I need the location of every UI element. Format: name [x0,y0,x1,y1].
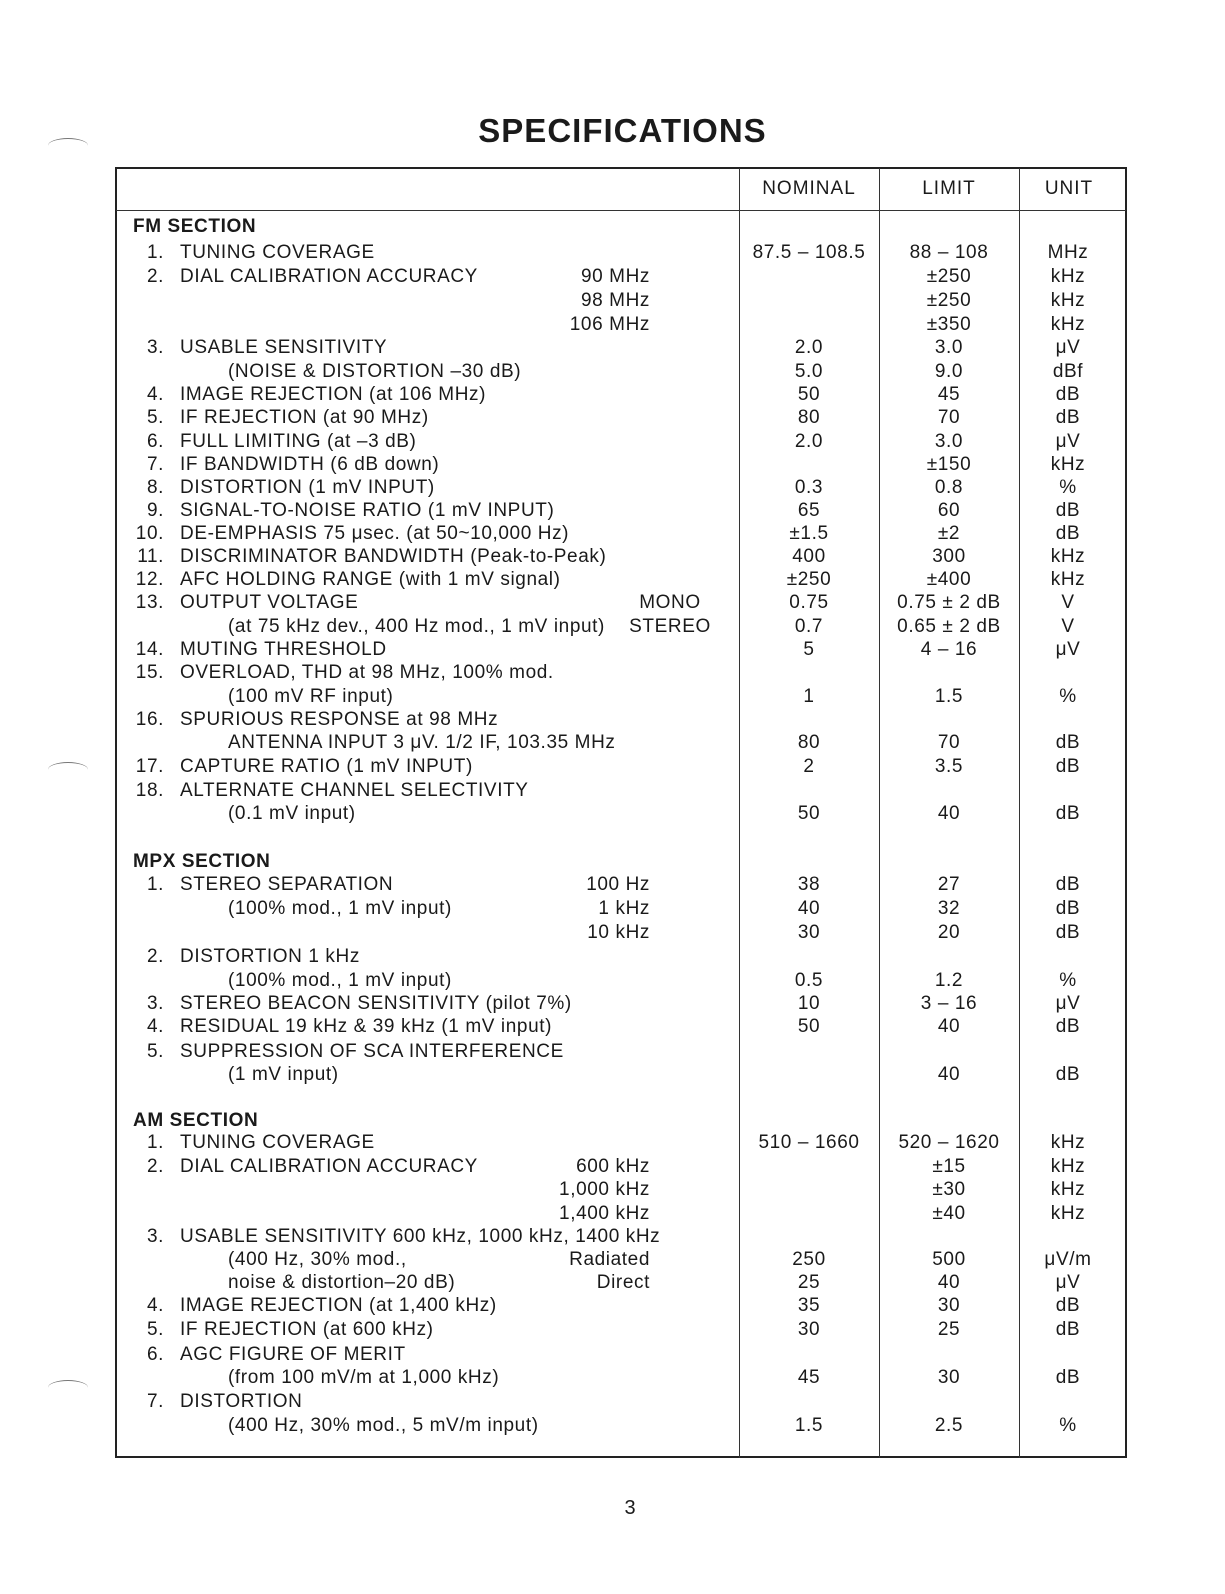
spec-row [0,1294,1225,1318]
spec-row [0,336,1225,360]
item-condition: 10 kHz [587,922,650,943]
unit-value: dB [1055,1295,1081,1316]
unit-value: V [1061,616,1075,637]
unit-value: kHz [1050,314,1086,335]
item-label: SUPPRESSION OF SCA INTERFERENCE [180,1041,564,1062]
limit-value: 60 [937,500,961,521]
item-label: (1 mV input) [228,1064,339,1085]
nominal-value: 80 [797,732,821,753]
nominal-value: 510 – 1660 [758,1132,860,1153]
unit-value: % [1059,477,1077,498]
spec-row [0,779,1225,803]
item-label: (400 Hz, 30% mod., [228,1249,407,1270]
spec-row [0,1225,1225,1249]
item-label: (at 75 kHz dev., 400 Hz mod., 1 mV input) [228,616,605,637]
item-label: (0.1 mV input) [228,803,356,824]
item-label: (NOISE & DISTORTION –30 dB) [228,361,522,382]
page-title: SPECIFICATIONS [478,112,767,149]
item-label: ALTERNATE CHANNEL SELECTIVITY [180,780,529,801]
item-label: DIAL CALIBRATION ACCURACY [180,266,478,287]
spec-row [0,1155,1225,1179]
limit-value: 0.65 ± 2 dB [897,616,1001,637]
spec-row [0,685,1225,709]
limit-value: 40 [937,1016,961,1037]
limit-value: 25 [937,1319,961,1340]
unit-value: dB [1055,732,1081,753]
spec-row [0,289,1225,313]
limit-value: 2.5 [934,1415,964,1436]
item-number: 3. [146,337,164,358]
unit-value: kHz [1050,266,1086,287]
limit-value: 4 – 16 [920,639,978,660]
unit-value: MHz [1047,242,1089,263]
item-label: DIAL CALIBRATION ACCURACY [180,1156,478,1177]
spec-row [0,453,1225,477]
spec-row [0,476,1225,500]
spec-row [0,802,1225,826]
unit-value: dB [1055,922,1081,943]
unit-value: % [1059,970,1077,991]
spec-row [0,1318,1225,1342]
unit-value: kHz [1050,546,1086,567]
unit-value: dB [1055,407,1081,428]
item-number: 14. [135,639,164,660]
nominal-value: 0.5 [794,970,824,991]
spec-row [0,969,1225,993]
item-condition: MONO [639,592,701,613]
item-condition: 98 MHz [580,290,650,311]
limit-value: 1.5 [934,686,964,707]
item-condition: 600 kHz [576,1156,650,1177]
limit-value: 45 [937,384,961,405]
item-number: 1. [146,874,164,895]
nominal-value: 2.0 [794,337,824,358]
unit-value: μV [1055,337,1081,358]
unit-value: μV [1055,431,1081,452]
nominal-value: 0.3 [794,477,824,498]
nominal-value: 30 [797,1319,821,1340]
spec-row [0,731,1225,755]
limit-value: 300 [932,546,966,567]
nominal-value: 50 [797,384,821,405]
unit-value: μV/m [1044,1249,1092,1270]
item-label: (from 100 mV/m at 1,000 kHz) [228,1367,500,1388]
item-number: 2. [146,266,164,287]
limit-value: ±250 [926,290,972,311]
item-number: 7. [146,454,164,475]
item-number: 1. [146,1132,164,1153]
spec-row [0,992,1225,1016]
item-label: SIGNAL-TO-NOISE RATIO (1 mV INPUT) [180,500,555,521]
nominal-value: 5 [803,639,815,660]
limit-value: 70 [937,407,961,428]
item-label: noise & distortion–20 dB) [228,1272,456,1293]
header-limit: LIMIT [922,178,976,199]
limit-value: 30 [937,1367,961,1388]
limit-value: 3 – 16 [920,993,978,1014]
spec-row [0,1390,1225,1414]
spec-row [0,383,1225,407]
limit-value: 0.8 [934,477,964,498]
limit-value: 20 [937,922,961,943]
limit-value: ±150 [926,454,972,475]
nominal-value: 2.0 [794,431,824,452]
section-heading: AM SECTION [133,1110,259,1131]
nominal-value: 50 [797,1016,821,1037]
item-number: 17. [135,756,164,777]
spec-row [0,1271,1225,1295]
spec-row [0,897,1225,921]
item-number: 18. [135,780,164,801]
item-number: 12. [135,569,164,590]
section-heading-row [0,215,1225,239]
item-label: (100% mod., 1 mV input) [228,898,452,919]
unit-value: kHz [1050,1203,1086,1224]
item-condition: 90 MHz [580,266,650,287]
nominal-value: 25 [797,1272,821,1293]
spec-row [0,1131,1225,1155]
section-heading: FM SECTION [133,216,257,237]
nominal-value: 10 [797,993,821,1014]
item-label: IF BANDWIDTH (6 dB down) [180,454,440,475]
limit-value: 40 [937,803,961,824]
item-label: STEREO SEPARATION [180,874,394,895]
spec-row [0,522,1225,546]
item-number: 8. [146,477,164,498]
spec-row [0,241,1225,265]
nominal-value: 2 [803,756,815,777]
section-heading: MPX SECTION [133,851,271,872]
limit-value: 70 [937,732,961,753]
item-number: 16. [135,709,164,730]
nominal-value: 65 [797,500,821,521]
unit-value: % [1059,1415,1077,1436]
item-label: TUNING COVERAGE [180,242,375,263]
item-label: AFC HOLDING RANGE (with 1 mV signal) [180,569,561,590]
item-number: 7. [146,1391,164,1412]
limit-value: ±15 [932,1156,966,1177]
item-label: MUTING THRESHOLD [180,639,387,660]
item-number: 9. [146,500,164,521]
limit-value: 3.0 [934,337,964,358]
limit-value: 27 [937,874,961,895]
unit-value: dB [1055,874,1081,895]
item-number: 4. [146,1016,164,1037]
nominal-value: 400 [792,546,826,567]
nominal-value: 0.7 [794,616,824,637]
item-condition: Direct [596,1272,650,1293]
limit-value: 3.5 [934,756,964,777]
spec-row [0,591,1225,615]
spec-row [0,1178,1225,1202]
nominal-value: ±1.5 [789,523,829,544]
nominal-value: 35 [797,1295,821,1316]
limit-value: 40 [937,1272,961,1293]
item-label: DE-EMPHASIS 75 μsec. (at 50~10,000 Hz) [180,523,570,544]
limit-value: 9.0 [934,361,964,382]
unit-value: kHz [1050,1156,1086,1177]
unit-value: dB [1055,1367,1081,1388]
item-label: IF REJECTION (at 600 kHz) [180,1319,434,1340]
section-heading-row [0,1109,1225,1133]
item-number: 6. [146,431,164,452]
spec-row [0,1248,1225,1272]
nominal-value: 87.5 – 108.5 [752,242,866,263]
item-label: FULL LIMITING (at –3 dB) [180,431,417,452]
spec-row [0,873,1225,897]
spec-row [0,945,1225,969]
unit-value: dBf [1052,361,1084,382]
limit-value: 1.2 [934,970,964,991]
unit-value: dB [1055,500,1081,521]
item-label: AGC FIGURE OF MERIT [180,1344,406,1365]
spec-row [0,1343,1225,1367]
spec-row [0,265,1225,289]
spec-row [0,921,1225,945]
item-label: USABLE SENSITIVITY 600 kHz, 1000 kHz, 1400 kHz [180,1226,661,1247]
spec-row [0,615,1225,639]
unit-value: dB [1055,1016,1081,1037]
limit-value: 40 [937,1064,961,1085]
spec-row [0,708,1225,732]
item-number: 1. [146,242,164,263]
item-number: 4. [146,384,164,405]
item-number: 11. [137,546,164,567]
unit-value: kHz [1050,454,1086,475]
item-label: OUTPUT VOLTAGE [180,592,359,613]
limit-value: 520 – 1620 [898,1132,1000,1153]
item-number: 6. [146,1344,164,1365]
spec-row [0,1040,1225,1064]
unit-value: dB [1055,803,1081,824]
item-label: RESIDUAL 19 kHz & 39 kHz (1 mV input) [180,1016,553,1037]
item-label: ANTENNA INPUT 3 μV. 1/2 IF, 103.35 MHz [228,732,616,753]
unit-value: kHz [1050,1132,1086,1153]
item-label: STEREO BEACON SENSITIVITY (pilot 7%) [180,993,572,1014]
unit-value: dB [1055,898,1081,919]
nominal-value: 30 [797,922,821,943]
section-heading-row [0,850,1225,874]
spec-row [0,1015,1225,1039]
item-number: 5. [146,1041,164,1062]
nominal-value: 5.0 [794,361,824,382]
unit-value: kHz [1050,569,1086,590]
limit-value: ±40 [932,1203,966,1224]
limit-value: 3.0 [934,431,964,452]
spec-row [0,545,1225,569]
spec-row [0,1366,1225,1390]
spec-row [0,568,1225,592]
item-label: DISTORTION 1 kHz [180,946,360,967]
nominal-value: ±250 [786,569,832,590]
item-condition: 1,000 kHz [559,1179,650,1200]
item-number: 13. [135,592,164,613]
item-number: 5. [146,1319,164,1340]
limit-value: 30 [937,1295,961,1316]
limit-value: 32 [937,898,961,919]
item-label: TUNING COVERAGE [180,1132,375,1153]
spec-row [0,1202,1225,1226]
limit-value: ±400 [926,569,972,590]
unit-value: dB [1055,523,1081,544]
item-label: DISTORTION [180,1391,303,1412]
limit-value: 500 [932,1249,966,1270]
unit-value: V [1061,592,1075,613]
item-label: DISCRIMINATOR BANDWIDTH (Peak-to-Peak) [180,546,607,567]
item-condition: Radiated [569,1249,650,1270]
item-number: 3. [146,993,164,1014]
nominal-value: 250 [792,1249,826,1270]
header-nominal: NOMINAL [762,178,856,199]
item-number: 10. [135,523,164,544]
unit-value: dB [1055,756,1081,777]
nominal-value: 50 [797,803,821,824]
unit-value: dB [1055,384,1081,405]
unit-value: dB [1055,1319,1081,1340]
unit-value: μV [1055,639,1081,660]
unit-value: μV [1055,1272,1081,1293]
spec-row [0,406,1225,430]
unit-value: kHz [1050,1179,1086,1200]
item-label: (400 Hz, 30% mod., 5 mV/m input) [228,1415,539,1436]
nominal-value: 80 [797,407,821,428]
item-number: 15. [135,662,164,683]
item-number: 3. [146,1226,164,1247]
nominal-value: 1 [803,686,815,707]
item-label: USABLE SENSITIVITY [180,337,388,358]
nominal-value: 40 [797,898,821,919]
nominal-value: 1.5 [794,1415,824,1436]
limit-value: ±2 [937,523,961,544]
item-label: OVERLOAD, THD at 98 MHz, 100% mod. [180,662,554,683]
unit-value: μV [1055,993,1081,1014]
unit-value: dB [1055,1064,1081,1085]
spec-row [0,430,1225,454]
item-label: IMAGE REJECTION (at 1,400 kHz) [180,1295,497,1316]
item-condition: 100 Hz [586,874,650,895]
spec-row [0,661,1225,685]
item-label: (100% mod., 1 mV input) [228,970,452,991]
unit-value: kHz [1050,290,1086,311]
nominal-value: 45 [797,1367,821,1388]
item-label: DISTORTION (1 mV INPUT) [180,477,435,498]
item-condition: STEREO [629,616,711,637]
item-label: (100 mV RF input) [228,686,394,707]
limit-value: 0.75 ± 2 dB [897,592,1001,613]
item-label: SPURIOUS RESPONSE at 98 MHz [180,709,499,730]
nominal-value: 38 [797,874,821,895]
spec-row [0,1414,1225,1438]
spec-row [0,755,1225,779]
item-number: 2. [146,946,164,967]
item-label: CAPTURE RATIO (1 mV INPUT) [180,756,473,777]
limit-value: ±30 [932,1179,966,1200]
item-number: 5. [146,407,164,428]
unit-value: % [1059,686,1077,707]
item-condition: 106 MHz [569,314,650,335]
spec-row [0,499,1225,523]
item-condition: 1 kHz [598,898,650,919]
item-number: 4. [146,1295,164,1316]
spec-row [0,1063,1225,1087]
item-condition: 1,400 kHz [559,1203,650,1224]
header-unit: UNIT [1044,178,1094,199]
spec-row [0,638,1225,662]
nominal-value: 0.75 [789,592,829,613]
limit-value: ±350 [926,314,972,335]
spec-row [0,360,1225,384]
item-label: IF REJECTION (at 90 MHz) [180,407,429,428]
page-number: 3 [624,1497,636,1519]
limit-value: 88 – 108 [909,242,989,263]
item-label: IMAGE REJECTION (at 106 MHz) [180,384,487,405]
spec-row [0,313,1225,337]
limit-value: ±250 [926,266,972,287]
item-number: 2. [146,1156,164,1177]
